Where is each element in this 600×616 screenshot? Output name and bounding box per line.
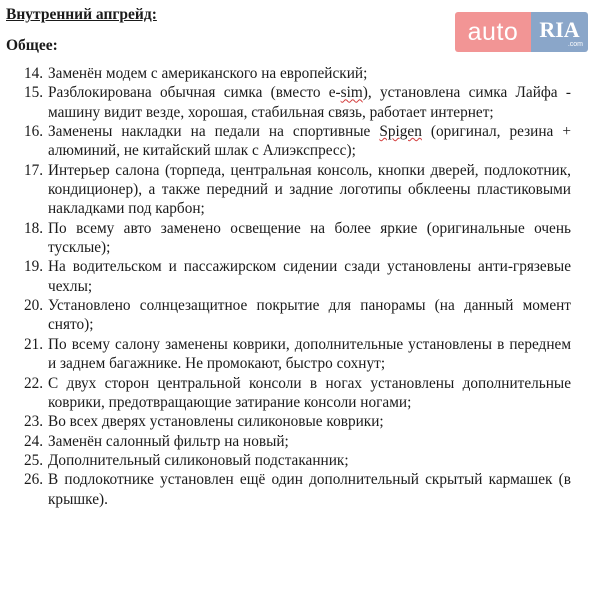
page-title: Внутренний апгрейд: xyxy=(6,6,157,23)
list-item-text: Интерьер салона (торпеда, центральная консоль, кнопки дверей, подлокотник, кондиционер), а также передний и задние логотипы обклеены пластиковыми накладками под карбон; xyxy=(48,161,571,218)
list-item-number: 18. xyxy=(24,219,44,237)
list-item-number: 24. xyxy=(24,432,44,450)
list-item xyxy=(0,83,600,122)
list-item-text: (оригинал, резина + алюминий, не китайский шлак с Алиэкспресс); xyxy=(48,123,571,160)
list-item-text: Дополнительный силиконовый подстаканник; xyxy=(48,451,349,469)
list-item xyxy=(0,296,600,335)
list-item-number: 26. xyxy=(24,471,44,489)
list-item-text: По всему салону заменены коврики, дополнительные установлены в переднем и заднем багажнике. Не промокают, быстро сохнут; xyxy=(48,335,571,373)
list-item-text: Во всех дверях установлены силиконовые коврики; xyxy=(48,413,384,431)
list-item xyxy=(0,412,600,431)
list-item-number: 25. xyxy=(24,451,44,469)
logo-ria-block xyxy=(531,12,588,52)
logo-ria-text: RIA xyxy=(539,17,580,42)
list-item-text: В подлокотнике установлен ещё один дополнительный скрытый кармашек (в крышке). xyxy=(48,471,571,508)
list-item xyxy=(0,219,600,258)
spellcheck-word: sim xyxy=(340,84,363,102)
section-title: Общее: xyxy=(6,37,58,54)
list-item xyxy=(0,64,600,83)
list-item-text: По всему авто заменено освещение на более яркие (оригинальные очень тусклые); xyxy=(48,219,571,257)
logo-auto-text: auto xyxy=(455,12,531,52)
list-item-number: 20. xyxy=(24,297,44,315)
autoria-watermark-logo xyxy=(455,12,588,52)
list-item-text: С двух сторон центральной консоли в ногах установлены дополнительные коврики, предотвращающие затирание консоли ногами; xyxy=(48,374,571,411)
list-item-number: 23. xyxy=(24,413,44,431)
list-item xyxy=(0,432,600,451)
list-item xyxy=(0,257,600,296)
logo-domain-text: .com xyxy=(567,41,583,48)
list-item-number: 17. xyxy=(24,161,44,179)
list-item-text: Установлено солнцезащитное покрытие для панорамы (на данный момент снято); xyxy=(48,297,571,334)
list-item-text: Заменён модем с американского на европейский; xyxy=(48,65,368,82)
list-item-number: 15. xyxy=(24,84,44,102)
list-item xyxy=(0,161,600,219)
list-item-number: 19. xyxy=(24,258,44,276)
list-item xyxy=(0,122,600,161)
list-item-number: 21. xyxy=(24,335,44,353)
list-item-number: 16. xyxy=(24,123,44,141)
list-item-text: Разблокирована обычная симка (вместо e- xyxy=(48,84,341,102)
list-item-number: 14. xyxy=(24,65,44,82)
list-item xyxy=(0,374,600,413)
list-item-text: Заменён салонный фильтр на новый; xyxy=(48,432,289,450)
list-item xyxy=(0,335,600,374)
list-item-text: ), установлена симка Лайфа - машину видит везде, хорошая, стабильная связь, работает интернет; xyxy=(48,84,571,121)
list-item xyxy=(0,451,600,470)
list-item-text: На водительском и пассажирском сидении сзади установлены анти-грязевые чехлы; xyxy=(48,258,571,295)
list-item xyxy=(0,470,600,509)
list-item-text: Заменены накладки на педали на спортивные xyxy=(48,123,380,141)
list-item-number: 22. xyxy=(24,374,44,392)
upgrade-list xyxy=(0,64,600,509)
spellcheck-word: Spigen xyxy=(379,123,422,141)
